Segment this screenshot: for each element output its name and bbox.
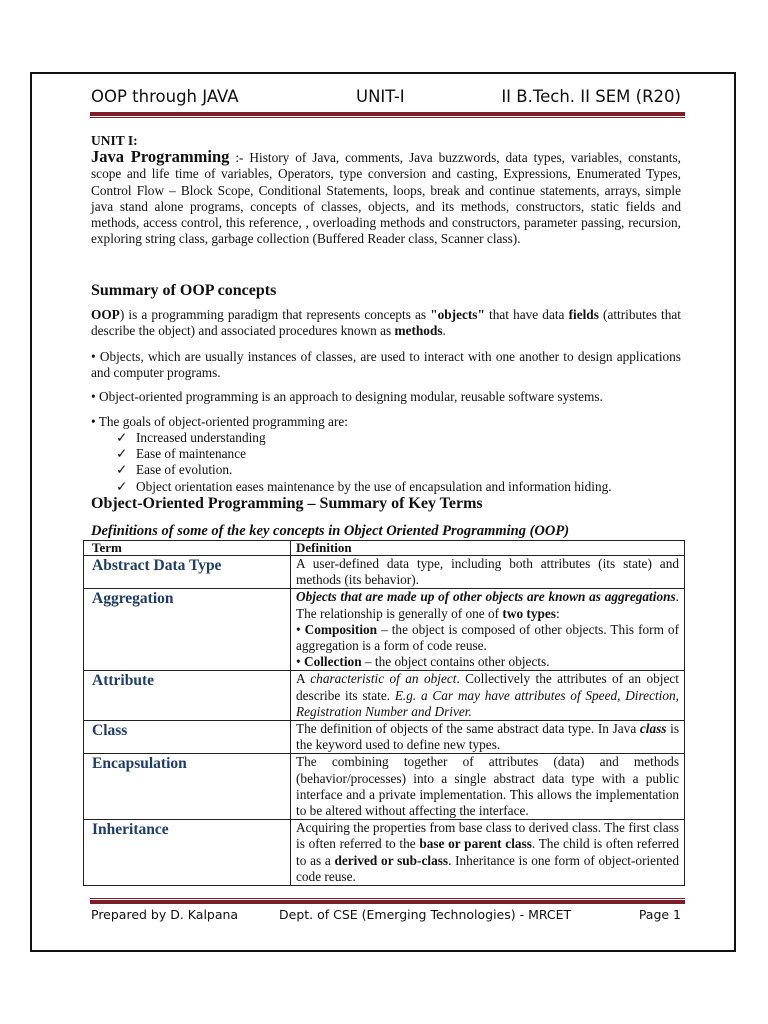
table-row <box>84 820 685 886</box>
objects-paragraph: • Objects, which are usually instances of classes, are used to interact with one another to design applications and computer programs. <box>91 349 681 381</box>
syllabus-lead: Java Programming <box>91 147 230 166</box>
page-header <box>91 87 681 111</box>
checkmark-icon: ✓ <box>116 478 128 494</box>
footer-author: Prepared by D. Kalpana <box>91 907 239 922</box>
list-item <box>116 446 612 462</box>
table-row <box>84 556 685 589</box>
definition-text: The combining together of attributes (data) and methods (behavior/processes) into a single abstract data type with a public interface and a private implementation. This allows the implementation to be altered without affecting the interface. <box>296 754 679 819</box>
definition-text: E.g. a Car may have attributes of Speed, Direction, Registration Number and Driver. <box>296 687 679 719</box>
definition-text: A user-defined data type, including both attributes (its state) and methods (its behavior). <box>296 556 679 588</box>
list-item <box>116 430 612 446</box>
methods-term: methods <box>394 323 443 339</box>
definition-text: – the object contains other objects. <box>361 654 550 670</box>
key-terms-heading: Object-Oriented Programming – Summary of Key Terms <box>91 495 483 512</box>
definition-text: Acquiring the properties from base class to derived class. The first class is often referred to the <box>296 820 679 852</box>
fields-term: fields <box>568 307 599 322</box>
goal-text: Object orientation eases maintenance by the use of encapsulation and information hiding. <box>136 478 612 494</box>
definition-text: derived or sub-class <box>334 852 449 868</box>
definition-cell <box>291 754 685 820</box>
header-unit: UNIT-I <box>356 87 405 106</box>
goals-list <box>116 430 612 495</box>
definition-text: : <box>555 605 560 621</box>
key-terms-table <box>83 540 685 886</box>
footer-rule-thin <box>90 898 685 899</box>
checkmark-icon: ✓ <box>116 430 128 445</box>
goal-text: Ease of maintenance <box>136 446 247 462</box>
definition-text: is the keyword used to define new types. <box>296 721 679 753</box>
oop-definition-paragraph <box>91 307 681 340</box>
table-row <box>84 721 685 754</box>
summary-heading: Summary of OOP concepts <box>91 282 277 299</box>
header-rule-thin <box>90 117 685 118</box>
definition-cell <box>291 556 685 589</box>
definition-cell <box>291 589 685 671</box>
column-header-term: Term <box>84 541 291 556</box>
page-number: Page 1 <box>638 907 681 922</box>
definition-text: . Inheritance is one form of object-oriented code reuse. <box>296 852 679 884</box>
checkmark-icon: ✓ <box>116 446 128 462</box>
definition-text: – the object is composed of other objects. This form of aggregation is a form of code reuse. <box>296 621 679 654</box>
objects-term: "objects" <box>430 307 485 322</box>
approach-paragraph: • Object-oriented programming is an approach to designing modular, reusable software systems. <box>91 389 603 404</box>
term-cell: Aggregation <box>84 589 291 671</box>
oop-text-4: . <box>442 323 446 339</box>
footer-rule <box>90 900 685 904</box>
definition-text: characteristic of an object <box>310 671 457 687</box>
definition-cell <box>291 721 685 754</box>
unit-heading: UNIT I: <box>91 133 138 148</box>
bullet: • <box>296 654 304 670</box>
definition-text: class <box>639 721 667 737</box>
table-header-row <box>84 541 685 556</box>
oop-text-2: that have data <box>484 307 569 322</box>
list-item <box>116 462 612 478</box>
oop-text-1: ) is a programming paradigm that represents concepts as <box>119 307 431 322</box>
definition-text: A <box>296 671 311 687</box>
header-semester: II B.Tech. II SEM (R20) <box>501 87 681 106</box>
table-row <box>84 754 685 820</box>
bullet: • <box>296 621 305 637</box>
syllabus-body: :- History of Java, comments, Java buzzwords, data types, variables, constants, scope and life time of variables, Operators, type conversion and casting, Expressions, Enumerated Types, Control Flow – Block Scope, Conditional Statements, loops, break and continue statements, arrays, simple java stand alone programs, concepts of classes, objects, and its methods, constructors, static fields and methods, access control, this reference, , overloading methods and constructors, parameter passing, recursion, exploring string class, garbage collection (Buffered Reader class, Scanner class). <box>91 150 681 247</box>
column-header-definition: Definition <box>291 541 685 556</box>
definition-text: . The child is often referred to as a <box>296 836 679 868</box>
checkmark-icon: ✓ <box>116 462 128 478</box>
goal-text: Increased understanding <box>136 430 266 445</box>
definitions-caption: Definitions of some of the key concepts in Object Oriented Programming (OOP) <box>91 523 570 539</box>
term-cell: Attribute <box>84 671 291 721</box>
goals-paragraph: • The goals of object-oriented programming are: <box>91 414 348 429</box>
oop-term: OOP <box>91 307 120 322</box>
footer-department: Dept. of CSE (Emerging Technologies) - MRCET <box>279 907 572 922</box>
syllabus-paragraph <box>91 149 681 248</box>
definition-text: The definition of objects of the same abstract data type. In Java <box>296 721 640 737</box>
oop-text-3: (attributes that describe the object) and associated procedures known as <box>91 307 681 339</box>
header-rule <box>90 112 685 116</box>
definition-text: . The relationship is generally of one of <box>296 589 679 621</box>
definition-text: Objects that are made up of other objects are known as aggregations <box>296 589 676 605</box>
term-cell: Inheritance <box>84 820 291 886</box>
list-item <box>116 479 612 495</box>
definition-text: Collection <box>303 654 362 670</box>
definition-text: . Collectively the attributes of an object describe its state. <box>296 671 679 703</box>
table-row <box>84 671 685 721</box>
definition-cell <box>291 671 685 721</box>
term-cell: Encapsulation <box>84 754 291 820</box>
definition-text: two types <box>502 605 556 621</box>
goal-text: Ease of evolution. <box>136 462 233 478</box>
definition-text: base or parent class <box>419 836 532 852</box>
header-course-title: OOP through JAVA <box>91 87 239 106</box>
definition-text: Composition <box>304 621 378 637</box>
term-cell: Class <box>84 721 291 754</box>
definition-cell <box>291 820 685 886</box>
page-footer <box>91 907 681 927</box>
table-row <box>84 589 685 671</box>
term-cell: Abstract Data Type <box>84 556 291 589</box>
